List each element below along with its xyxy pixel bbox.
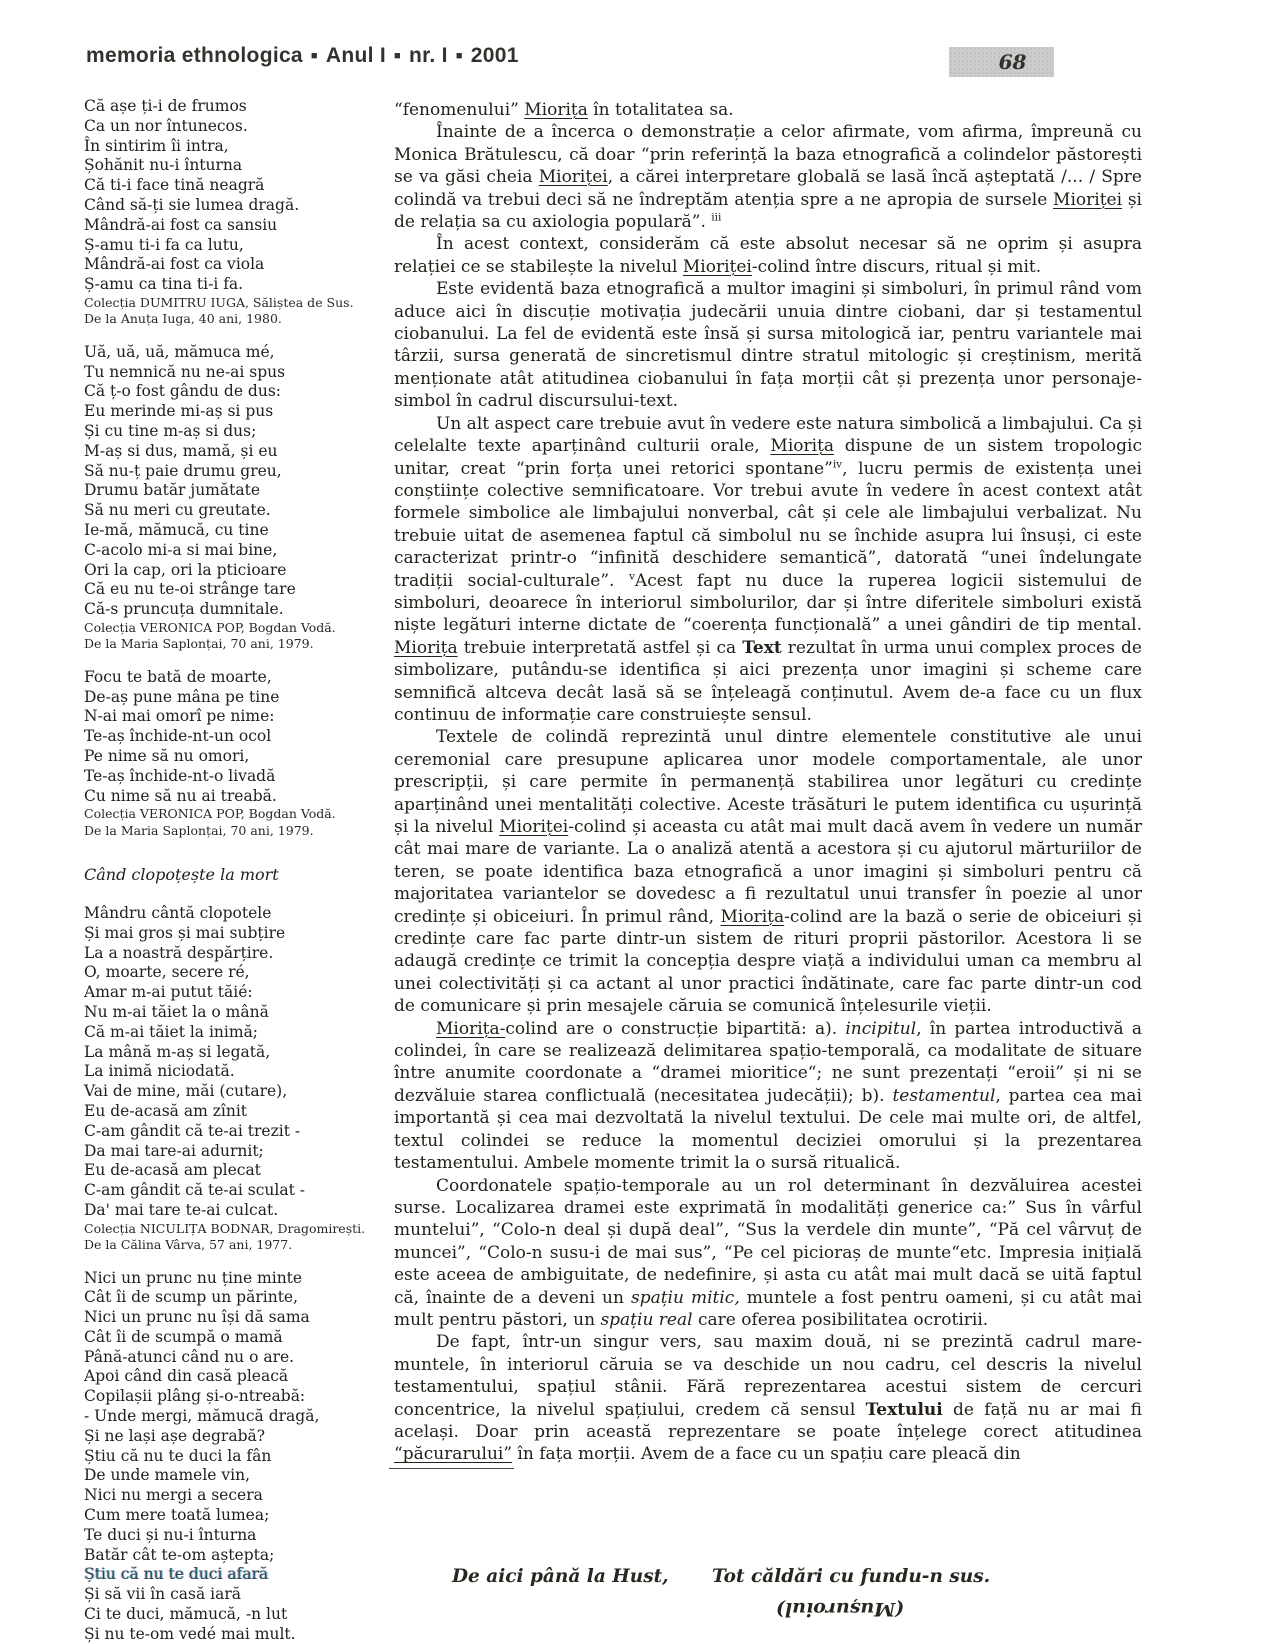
footnote-reference: v [628,569,635,582]
separator-square-icon: ■ [310,50,318,62]
article-paragraph [394,233,1142,278]
text-run: muntele a fost pentru oameni, și cu atât mai mult pentru păstori, un [394,1287,1142,1330]
text-run: În acest context, considerăm că este absolut necesar să ne oprim și asupra relației ce se stabilește la nivelul [394,234,1142,277]
text-run: , partea cea mai importantă și cea mai dezvoltată la nivelul textului. De cele mai multe ori, de altfel, textul colindei se reduce la momentul deciziei omorului și la prezentarea testamentului. Ambele momente trimit la o sursă ritualică. [394,1085,1142,1174]
italic-term: testamentul [892,1085,996,1106]
poem-line: Mândru cântă clopotele [84,903,272,922]
italic-term: spațiu mitic, [630,1287,740,1308]
poem-line: Că eu nu te-oi strânge tare [84,580,296,599]
text-run: dispune de un sistem tropologic unitar, creat “prin forța unei retorici spontane” [394,436,1142,479]
poem-line: Și ne lași așe degrabă? [84,1426,266,1445]
bold-term: Text [742,637,782,658]
article-paragraph [394,1331,1142,1465]
poem-line: Vai de mine, măi (cutare), [84,1082,288,1101]
poem-heading: Când clopoțește la mort [84,865,279,885]
poem-line: În sintirim îi intra, [84,136,229,155]
volume-label: Anul I [325,44,386,67]
poem-line: Ș-amu ti-i fa ca lutu, [84,235,244,254]
poem-line: Cu nime să nu ai treabă. [84,786,277,805]
poem-line: Te-aș închide-nt-un ocol [84,727,272,746]
page-number-badge [949,47,1054,77]
poem-line: Apoi când din casă pleacă [84,1367,289,1386]
poem-line: Eu de-acasă am plecat [84,1161,261,1180]
poem-line: La inimă niciodată. [84,1062,235,1081]
poem-line: Ori la cap, ori la pticioare [84,560,287,579]
poem-line: Ș-amu ca tina ti-i fa. [84,275,244,294]
poem-line: Că ț-o fost gându de dus: [84,382,282,401]
poem-line: Până-atunci când nu o are. [84,1347,295,1366]
footer-verse-right: Tot căldări cu fundu-n sus. [712,1566,991,1587]
poem-attribution: Colecția NICULIȚA BODNAR, Dragomirești. [84,1220,366,1236]
footer-rotated-caption: (Mușuroiul) [776,1598,905,1620]
text-run: în totalitatea sa. [587,100,734,120]
poem-attribution: De la Călina Vârva, 57 ani, 1977. [84,1237,293,1253]
poem-line: O, moarte, secere ré, [84,963,250,982]
poem-line: Nu m-ai tăiet la o mână [84,1002,269,1021]
poem-line: Pe nime să nu omori, [84,746,250,765]
poem-block [84,1269,389,1644]
text-run: de față nu ar mai fi același. Doar prin această reprezentare se poate înțelege corect atitudinea [394,1399,1143,1442]
page-number: 68 [998,50,1027,74]
poem-line: C-acolo mi-a si mai bine, [84,540,278,559]
text-run: -colind și aceasta cu atât mai mult dacă avem în vedere un număr cât mai mare de variante. La o analiză atentă a acestora și cu ajutorul mărturiilor de teren, se poate identifica baza etnografică a unor imagini și simboluri pentru că majoritatea variantelor se dovedesc a fi rezultatul unui transfer în poezie al unor credințe și obiceiuri. În primul rând, [394,817,1142,927]
article-paragraph [394,278,1142,412]
poem-line: Mândră-ai fost ca viola [84,255,265,274]
poem-line: Da' mai tare te-ai culcat. [84,1200,279,1219]
footnote-reference: iii [711,211,722,224]
poem-line: Eu merinde mi-aș si pus [84,402,274,421]
poem-line: Și cu tine m-aș si dus; [84,421,257,440]
poem-line: Că așe ți-i de frumos [84,97,247,115]
text-run: și de relația sa cu axiologia populară”. [394,189,1142,233]
text-run: -colind între discurs, ritual și mit. [751,256,1042,277]
poem-block [84,668,389,839]
poem-line: C-am gândit că te-ai trezit - [84,1121,301,1140]
poem-line: Să nu meri cu greutate. [84,501,271,520]
text-run: rezultat în urma unui complex proces de simbolizare, putându-se identifica și aici prezența unor imagini și scheme care semnifică altceva decât lasă să se înțeleagă conținutul. Avem de-a face cu un flux continuu de informație care construiește sensul. [394,637,1142,725]
poem-line: M-aș si dus, mamă, și eu [84,441,278,460]
underlined-title: Miorița- [436,1018,506,1039]
poem-line: Că-s pruncuța dumnitale. [84,600,284,619]
poem-line: Cât îi de scump un părinte, [84,1288,299,1307]
poem-line: De-aș pune mâna pe tine [84,687,280,706]
poem-line: Știu că nu te duci la fân [84,1446,272,1465]
poem-line: Șohănit nu-i înturna [84,156,243,175]
text-run: Înainte de a încerca o demonstrație a celor afirmate, vom afirma, împreună cu Monica Brătulescu, că doar “prin referință la baza etnografică a colindelor păstorești se va găsi cheia [394,122,1142,188]
poem-block [84,343,389,653]
footer-verse-left: De aici până la Hust, [452,1566,669,1587]
poem-line: Drumu batăr jumătate [84,481,260,500]
underlined-title: Miorița [394,637,458,658]
italic-term: spațiu real [600,1309,693,1330]
year-label: 2001 [470,44,519,67]
text-run: De fapt, într-un singur vers, sau maxim două, ni se prezintă cadrul mare-muntele, în interiorul căruia se va deschide un nou cadru, cel descris la nivelul testamentului, spațiul stânii. Fără reprezentarea acestui sistem de cercuri concentrice, la nivelul spațiului, credem că sensul [394,1332,1142,1420]
underlined-title: Miorița [720,906,785,927]
article-paragraph [394,1175,1142,1332]
poem-line: Să nu-ț paie drumu greu, [84,461,282,480]
poem-block [84,97,389,328]
poem-attribution: Colecția DUMITRU IUGA, Săliștea de Sus. [84,294,354,310]
poem-line: Și mai gros și mai subțire [84,923,286,942]
issue-label: nr. I [408,44,448,67]
poem-line: Cât îi de scumpă o mamă [84,1327,283,1346]
text-run: care oferea posibilitatea ocrotirii. [692,1309,989,1330]
article-paragraph [394,413,1142,727]
poem-line: Uă, uă, uă, mămuca mé, [84,342,275,361]
poem-line: Știu că nu te duci afară [84,1565,269,1584]
right-column-article [394,99,1142,1466]
text-run: Este evidentă baza etnografică a multor imagini și simboluri, în primul rând vom aduce aici în discuție motivația judecării unuia dintre ciobani, dar și testamentul ciobanului. La fel de evidentă este însă și sursa mitologică iar, pentru variantele mai târzii, sursa generată de sincretismul dintre stratul mitologic și creștinism, merită menționate atât atitudinea ciobanului în fața morții cât și prezența unor personaje-simbol în cadrul discursului-text. [394,279,1142,412]
article-paragraph [394,99,1142,121]
journal-name: memoria ethnologica [86,44,303,67]
text-run: Acest fapt nu duce la ruperea logicii sistemului de simboluri, deoarece în interiorul simbolurilor, dar și între diferitele simboluri există niște legături interne dictate de “coerența funcțională” a unei gândiri de tip mental. [394,570,1143,636]
poem-line: La mână m-aș si legată, [84,1042,271,1061]
poem-line: Te duci și nu-i înturna [84,1525,257,1544]
text-run: “fenomenului” [394,100,525,120]
underlined-title: Mioriței [1053,189,1123,210]
bold-term: Textului [865,1399,943,1420]
underlined-title: Miorița [524,100,588,120]
poem-line: Că m-ai tăiet la inimă; [84,1022,259,1041]
poem-line: Ci te duci, mămucă, -n lut [84,1605,288,1624]
text-run: trebuie interpretată astfel și ca [457,637,743,658]
poem-line: Că ti-i face tină neagră [84,176,265,195]
underlined-title: Mioriței [499,817,569,837]
poem-line: De unde mamele vin, [84,1466,251,1485]
text-run: , lucru permis de existența unei conștiințe colective semnificatoare. Vor trebui avute în vedere în acest context atât formele simbolice ale limbajului nonverbal, cât și cele ale limbajului verbalizat. Nu trebuie uitat de asemenea faptul că simbolul nu se închide asupra lui însuși, ci este caracterizat printr-o “infinită deschidere semantică”, datorată “unei îndelungate tradiții social-culturale”. [394,458,1142,591]
poem-line: Nici nu mergi a secera [84,1486,263,1505]
italic-term: incipitul [845,1018,917,1039]
poem-attribution: De la Maria Saplonțai, 70 ani, 1979. [84,822,314,838]
poem-line: Tu nemnică nu ne-ai spus [84,362,286,381]
poem-line: Ca un nor întunecos. [84,116,248,135]
underlined-title: Mioriței [682,256,752,277]
poem-attribution: Colecția VERONICA POP, Bogdan Vodă. [84,619,336,635]
poem-line: Ie-mă, mămucă, cu tine [84,520,269,539]
poem-line: Mândră-ai fost ca sansiu [84,215,278,234]
poem-line: Te-aș închide-nt-o livadă [84,766,276,785]
separator-square-icon: ■ [455,50,463,62]
separator-square-icon: ■ [394,50,401,62]
text-run: Coordonatele spațio-temporale au un rol determinant în dezvăluirea acestei surse. Localizarea dramei este exprimată în modalități generice ca:” Sus în vârful muntelui”, “Colo-n deal și după deal”, “Sus la verdele din munte”, “Pă cel vârvuț de muncei”, “Colo-n susu-i de mai sus”, “Pe cel picioraș de munte“etc. Impresia inițială este aceea de ambiguitate, de nedefinire, și asta cu atât mai mult dacă se uită faptul că, înainte de a deveni un [394,1175,1142,1308]
text-run: colind are o construcție bipartită: a). [505,1018,846,1039]
journal-title [86,44,519,68]
text-run: Textele de colindă reprezintă unul dintre elementele constitutive ale unui ceremonial care presupune aplicarea unor modele comportamentale, ale unor prescripții, și care permite în permanență stabilirea unor legături cu credințe aparținând unei mentalități colective. Aceste trăsături le putem identifica cu ușurință și la nivelul [394,727,1142,837]
underlined-term: “păcurarului” [394,1444,513,1465]
poem-line: N-ai mai omorî pe nime: [84,707,275,726]
poem-line: Nici un prunc nu ține minte [84,1268,303,1287]
poem-line: Nici un prunc nu își dă sama [84,1308,310,1327]
poem-line: Și să vii în casă iară [84,1585,241,1604]
text-run: Un alt aspect care trebuie avut în vedere este natura simbolică a limbajului. Ca și celelalte texte aparținând culturii orale, [394,413,1143,457]
footnote-reference: iv [832,457,843,470]
poem-line: Copilașii plâng și-o-ntreabă: [84,1387,306,1406]
poem-attribution: De la Maria Saplonțai, 70 ani, 1979. [84,636,314,652]
poem-line: Batăr cât te-om aștepta; [84,1545,275,1564]
poem-line: - Unde mergi, mămucă dragă, [84,1407,320,1426]
text-run: -colind are la bază o serie de obiceiuri și credințe care fac parte dintr-un sistem de rituri proprii păstorilor. Acestora li se adaugă credințe ce trimit la concepția despre viață a individului uman ca membru al unei colectivități și ca actant al unor practici îndătinate, care fac parte dintr-un cod de comunicare și prin mesajele căruia se comunică înțelesurile vieții. [394,906,1142,1017]
poem-line: La a noastră despărțire. [84,943,274,962]
poem-attribution: De la Anuța Iuga, 40 ani, 1980. [84,311,282,327]
poem-line: Și nu te-om vedé mai mult. [84,1624,296,1643]
poem-line: Da mai tare-ai adurnit; [84,1141,264,1160]
text-run: , în partea introductivă a colindei, în care se realizează delimitarea spațio-temporală, ca modalitate de situare între anumite coordonate a “dramei mioritice“; ne sunt prezentați “eroii” și ni se dezvăluie starea conflictuală (necesitatea judecății); b). [394,1018,1142,1106]
poem-line: C-am gândit că te-ai sculat - [84,1181,305,1200]
poem-line: Focu te bată de moarte, [84,667,272,686]
article-paragraph [394,726,1142,1017]
underlined-title: Miorița [770,436,835,457]
text-run: în fața morții. Avem de a face cu un spațiu care pleacă din [512,1444,1021,1465]
left-column-poems [84,97,389,1644]
underlined-title: Mioriței [538,167,608,188]
poem-line: Când să-ți sie lumea dragă. [84,195,300,214]
poem-line: Eu de-acasă am zînit [84,1101,247,1120]
poem-attribution: Colecția VERONICA POP, Bogdan Vodă. [84,806,336,822]
poem-line: Cum mere toată lumea; [84,1506,270,1525]
text-run: , a cărei interpretare globală se lasă încă așteptată /... / Spre colindă va trebui deci să ne îndreptăm atenția spre a ne apropia de sursele [394,167,1142,210]
poem-block [84,904,389,1254]
article-paragraph [394,1018,1142,1175]
poem-line: Amar m-ai putut tăié: [84,983,253,1002]
article-paragraph [394,121,1142,233]
